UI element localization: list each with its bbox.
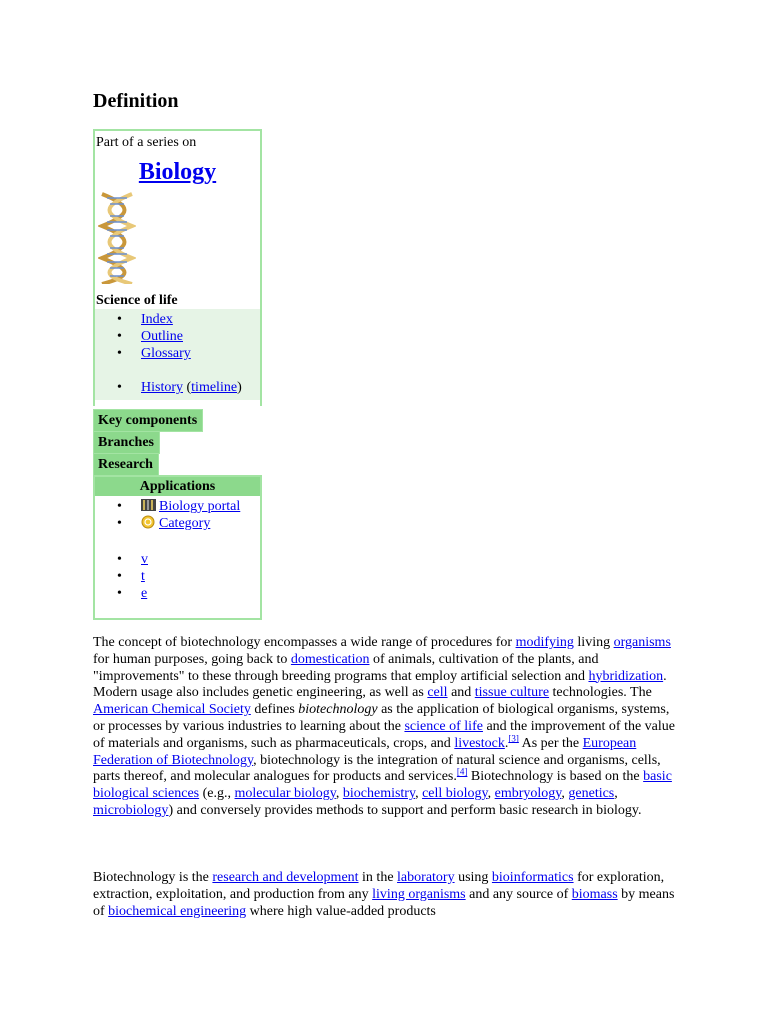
text: and (447, 685, 475, 701)
view-template-link[interactable]: v (141, 552, 148, 567)
hybridization-link[interactable]: hybridization (588, 668, 664, 684)
portal-icon (141, 499, 156, 511)
text: living (573, 635, 614, 650)
comma: , (335, 786, 343, 802)
biology-infobox (93, 129, 262, 620)
tab-key-components[interactable]: Key components (93, 409, 203, 432)
period: . (504, 735, 509, 751)
text: Biotechnology is the (93, 870, 213, 885)
text: The concept of biotechnology encompasses a wide range of procedures for (93, 635, 516, 650)
text: and any source of (465, 886, 572, 902)
domestication-link[interactable]: domestication (290, 651, 370, 667)
edit-template-link[interactable]: e (141, 586, 148, 601)
science-of-life-label: Science of life (96, 293, 178, 308)
category-link[interactable]: Category (159, 516, 211, 531)
infobox-collapsible-tabs (93, 407, 262, 473)
dna-helix-icon (98, 192, 136, 284)
organisms-link[interactable]: organisms (613, 635, 671, 650)
paragraph-research (93, 870, 683, 920)
text: As per the (518, 735, 583, 751)
list-item (95, 515, 260, 532)
tab-research[interactable]: Research (93, 453, 159, 476)
comma: , (614, 786, 618, 802)
section-heading: Definition (93, 90, 179, 112)
applications-heading[interactable]: Applications (95, 477, 260, 496)
text: of animals, cultivation of the plants, and "improvements" to these through breeding programs that employ artificial selection and (93, 651, 599, 684)
paren-close: ) (237, 380, 242, 395)
text: where high value-added products (246, 903, 436, 919)
applications-panel (93, 475, 262, 620)
tab-branches[interactable]: Branches (93, 431, 160, 454)
text: , biotechnology is the integration of natural science and organisms, cells, parts thereof, and molecular analogues for products and services. (93, 752, 661, 785)
list-item (95, 498, 260, 515)
series-label: Part of a series on (96, 135, 197, 150)
reference-3-link[interactable]: [3] (508, 733, 519, 744)
category-icon (141, 515, 156, 529)
glossary-link[interactable]: Glossary (141, 346, 191, 361)
reference-4-link[interactable]: [4] (456, 766, 468, 777)
microbiology-link[interactable]: microbiology (93, 802, 169, 818)
text: . Modern usage also includes genetic engineering, as well as (93, 668, 667, 701)
list-item (95, 328, 260, 345)
biochemistry-link[interactable]: biochemistry (342, 786, 416, 802)
bioinformatics-link[interactable]: bioinformatics (491, 870, 574, 885)
timeline-link[interactable]: timeline (191, 380, 238, 395)
biomass-link[interactable]: biomass (571, 886, 618, 902)
paren-open: ( (183, 380, 192, 395)
text: (e.g., (199, 786, 235, 802)
text: as the application of biological organisms, systems, or processes by various industries to learning about the (93, 702, 670, 734)
talk-template-link[interactable]: t (141, 569, 145, 584)
text: technologies. The (549, 685, 652, 701)
list-item (95, 311, 260, 328)
efb-link[interactable]: European Federation of Biotechnology (93, 735, 637, 768)
paragraph-concept (93, 635, 683, 820)
text: and the improvement of the value of materials and organisms, such as pharmaceuticals, crops, and (93, 718, 676, 751)
history-link[interactable]: History (141, 380, 183, 395)
text: by means of (93, 886, 675, 919)
american-chemical-society-link[interactable]: American Chemical Society (93, 702, 251, 718)
research-and-development-link[interactable]: research and development (212, 870, 359, 885)
text: Biotechnology is based on the (467, 769, 644, 785)
basic-biological-sciences-link[interactable]: basic biological sciences (93, 769, 672, 802)
list-item (95, 551, 260, 568)
emphasis: biotechnology (298, 702, 378, 718)
applications-list (95, 496, 260, 602)
outline-link[interactable]: Outline (141, 329, 183, 344)
comma: , (415, 786, 423, 802)
text: in the (358, 870, 398, 885)
biology-portal-link[interactable]: Biology portal (159, 499, 241, 514)
text: using (454, 870, 492, 885)
laboratory-link[interactable]: laboratory (397, 870, 455, 885)
livestock-link[interactable]: livestock (454, 735, 505, 751)
text: for exploration, extraction, exploitation, and production from any (93, 870, 665, 902)
cell-link[interactable]: cell (427, 685, 448, 701)
tissue-culture-link[interactable]: tissue culture (474, 685, 550, 701)
molecular-biology-link[interactable]: molecular biology (234, 786, 336, 802)
genetics-link[interactable]: genetics (568, 786, 615, 802)
science-of-life-link[interactable]: science of life (404, 718, 483, 734)
index-link[interactable]: Index (141, 312, 173, 327)
text: defines (250, 702, 299, 718)
modifying-link[interactable]: modifying (515, 635, 574, 650)
cell-biology-link[interactable]: cell biology (422, 786, 488, 802)
comma: , (487, 786, 495, 802)
list-item (95, 379, 260, 396)
infobox-top-panel (93, 129, 262, 406)
embryology-link[interactable]: embryology (494, 786, 562, 802)
list-item (95, 345, 260, 362)
science-of-life-list (95, 309, 260, 400)
biology-title-link[interactable]: Biology (138, 159, 217, 185)
biochemical-engineering-link[interactable]: biochemical engineering (108, 903, 247, 919)
list-item (95, 585, 260, 602)
list-item (95, 568, 260, 585)
living-organisms-link[interactable]: living organisms (372, 886, 466, 902)
text: ) and conversely provides methods to support and perform basic research in biology. (168, 802, 642, 818)
text: for human purposes, going back to (93, 651, 291, 667)
comma: , (561, 786, 569, 802)
